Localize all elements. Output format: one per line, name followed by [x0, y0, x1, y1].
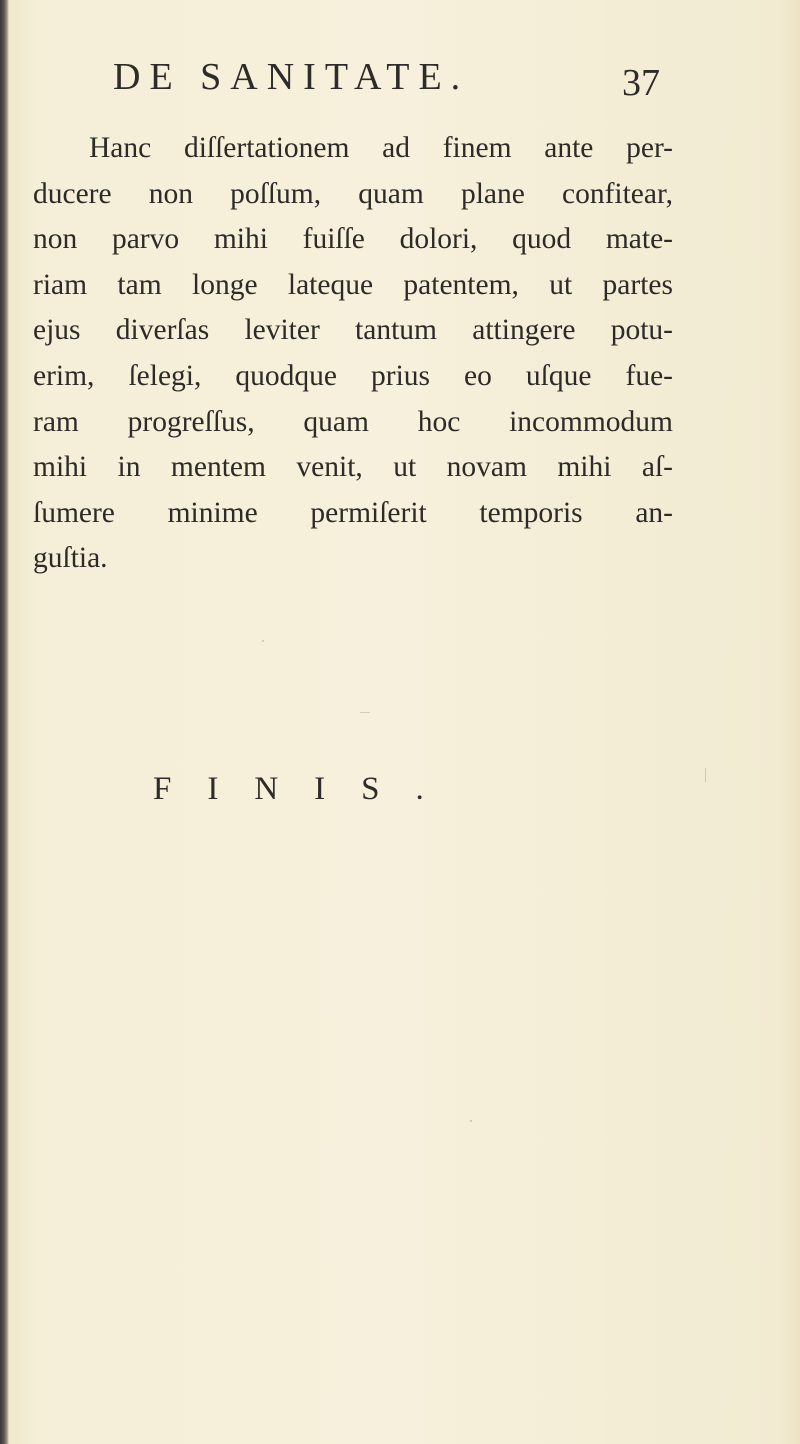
page-number: 37	[622, 62, 660, 104]
binding-edge	[0, 0, 9, 1444]
text-line: non parvo mihi fuiſſe dolori, quod mate-	[33, 223, 673, 256]
body-paragraph	[33, 126, 673, 582]
paper-speck	[705, 768, 706, 782]
text-line: Hanc diſſertationem ad finem ante per-	[89, 132, 673, 164]
text-line: ducere non poſſum, quam plane confitear,	[33, 177, 673, 210]
paper-speck	[262, 640, 264, 642]
paper-speck	[360, 712, 370, 713]
text-line: ram progreſſus, quam hoc incommodum	[33, 405, 673, 438]
paper-speck	[470, 1120, 472, 1122]
finis-heading: FINIS.	[153, 771, 460, 807]
text-line: riam tam longe lateque patentem, ut partes	[33, 268, 673, 301]
text-line: erim, ſelegi, quodque prius eo uſque fue-	[33, 359, 673, 392]
text-line: ejus diverſas leviter tantum attingere potu-	[33, 314, 673, 347]
text-line: guſtia.	[33, 542, 108, 575]
text-line: ſumere minime permiſerit temporis an-	[33, 496, 673, 529]
running-head: DE SANITATE.	[113, 56, 470, 98]
text-line: mihi in mentem venit, ut novam mihi aſ-	[33, 451, 673, 484]
